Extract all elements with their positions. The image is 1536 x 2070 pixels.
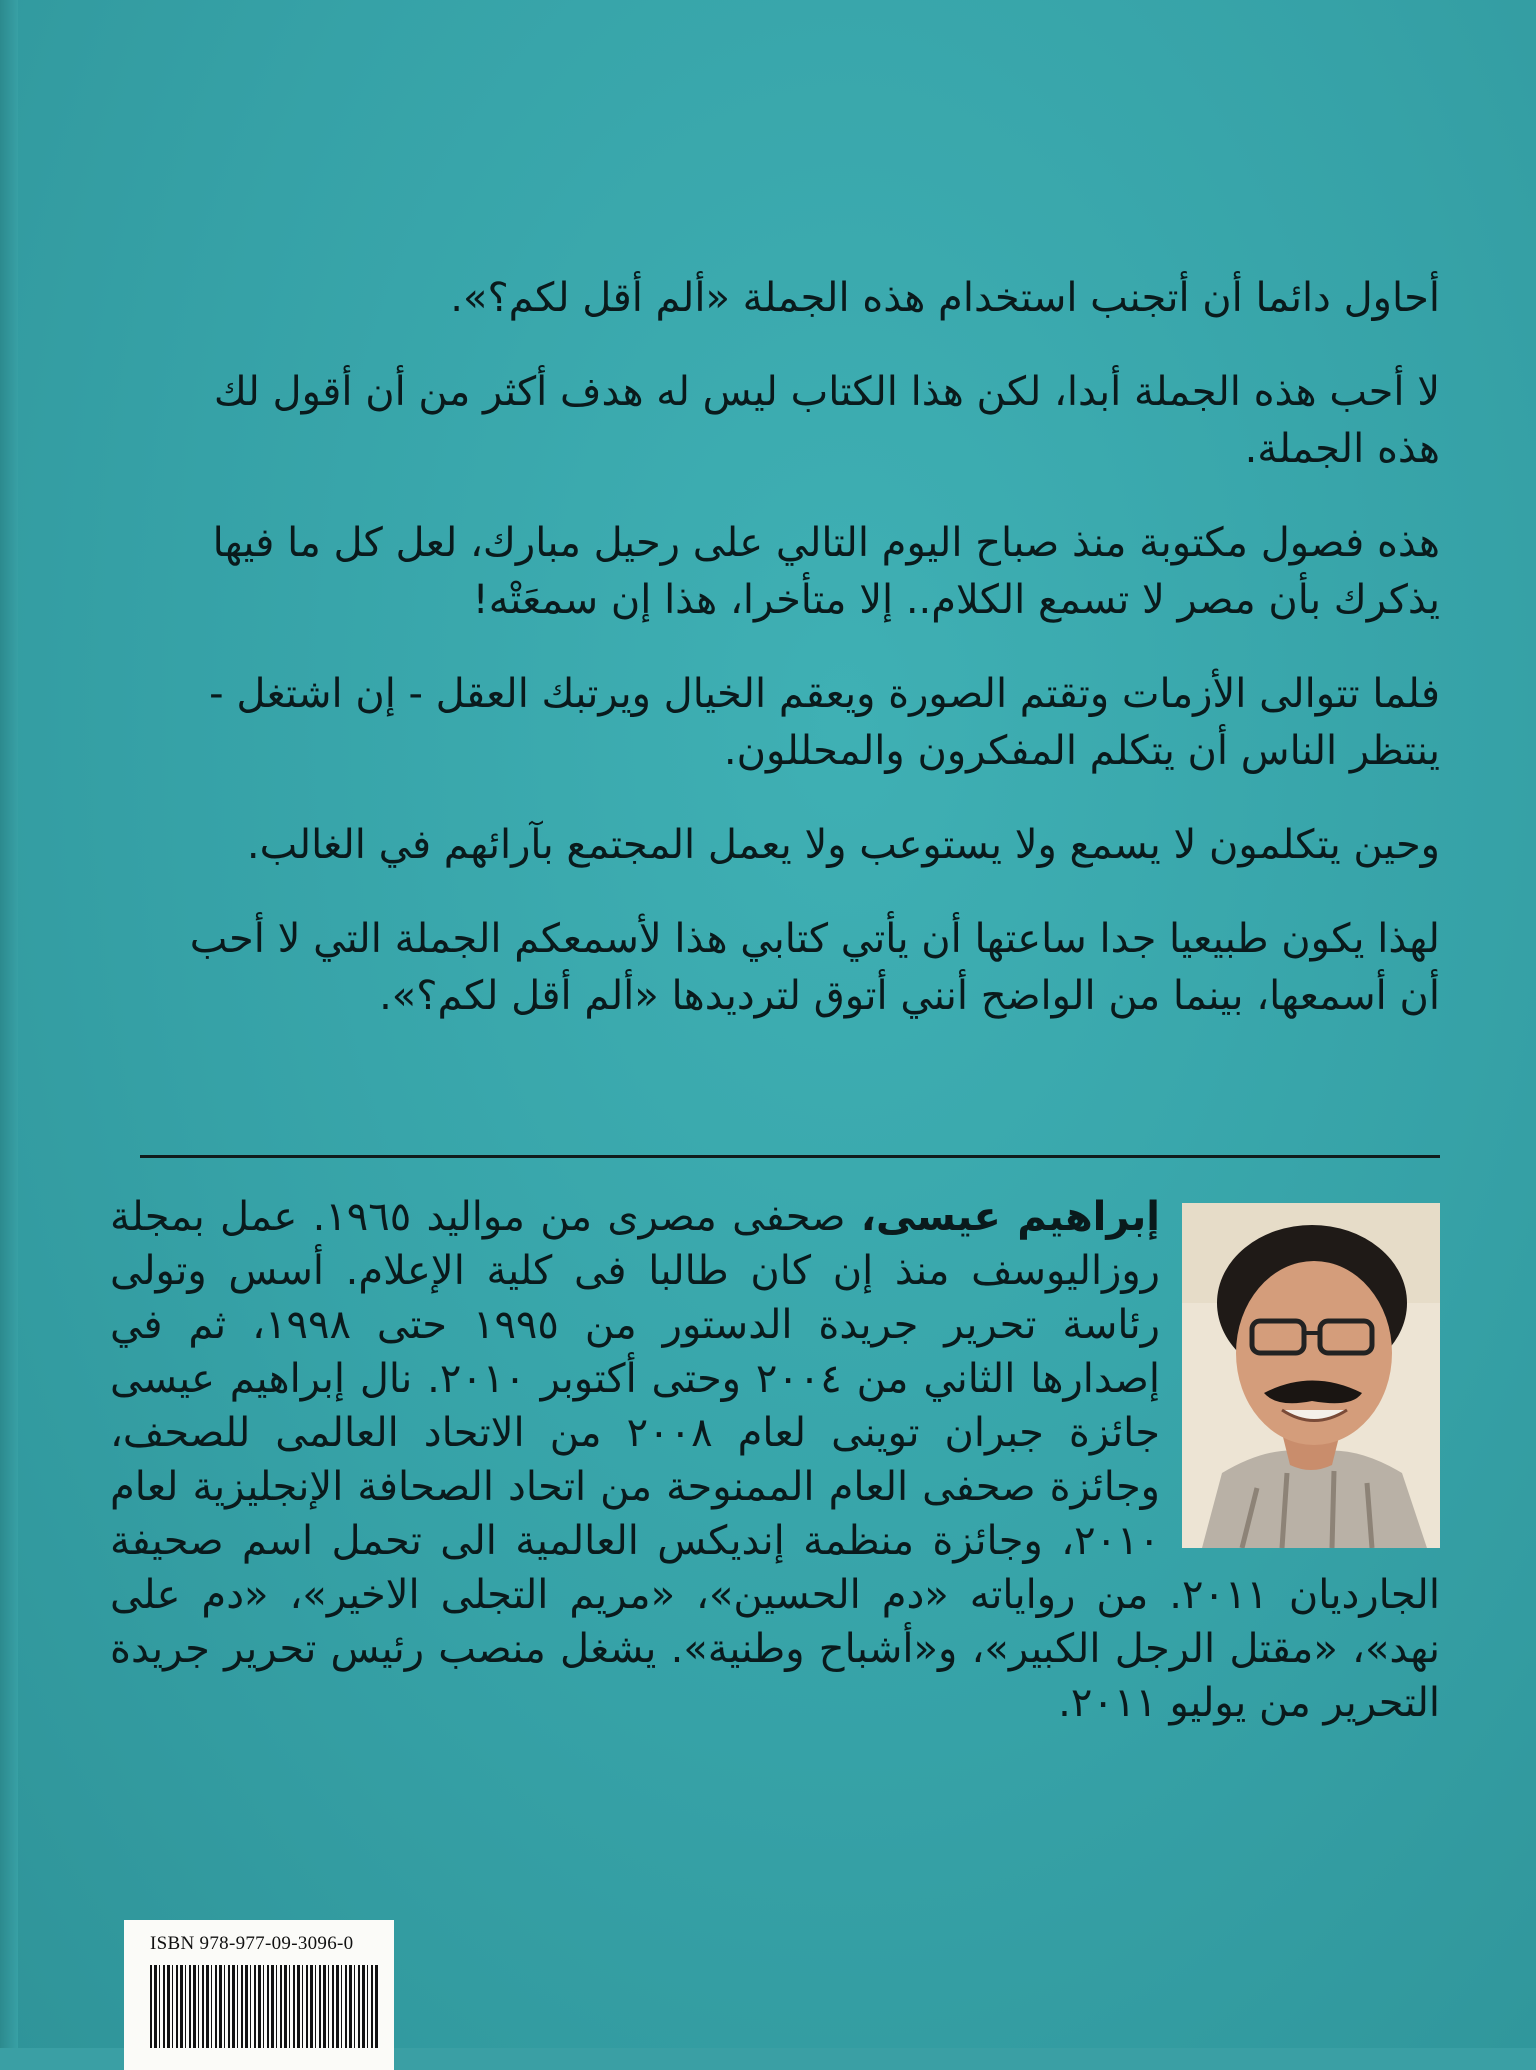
- blurb-paragraph: وحين يتكلمون لا يسمع ولا يستوعب ولا يعمل المجتمع بآرائهم في الغالب.: [246, 822, 1440, 868]
- blurb-text: [150, 270, 1440, 1062]
- blurb-paragraph: هذه فصول مكتوبة منذ صباح اليوم التالي على رحيل مبارك، لعل كل ما فيها يذكرك بأن مصر لا تسمع الكلام.. إلا متأخرا، هذا إن سمعَتْه!: [212, 520, 1440, 623]
- blurb-paragraph: أحاول دائما أن أتجنب استخدام هذه الجملة «ألم أقل لكم؟».: [450, 275, 1440, 321]
- section-divider: [140, 1155, 1440, 1158]
- author-bio: [110, 1190, 1440, 1730]
- book-spine-edge: [0, 0, 18, 2048]
- author-bio-text: صحفى مصرى من مواليد ١٩٦٥. عمل بمجلة روزاليوسف منذ إن كان طالبا فى كلية الإعلام. أسس وتولى رئاسة تحرير جريدة الدستور من ١٩٩٥ حتى ١٩٩٨، ثم في إصدارها الثاني من ٢٠٠٤ وحتى أكتوبر ٢٠١٠. نال إبراهيم عيسى جائزة جبران توينى لعام ٢٠٠٨ من الاتحاد العالمى للصحف، وجائزة صحفى العام الممنوحة من اتحاد الصحافة الإنجليزية لعام ٢٠١٠، وجائزة منظمة إنديكس العالمية الى تحمل اسم صحيفة الجارديان ٢٠١١. من رواياته «دم الحسين»، «مريم التجلى الاخير»، «دم على نهد»، «مقتل الرجل الكبير»، و«أشباح وطنية». يشغل منصب رئيس تحرير جريدة التحرير من يوليو ٢٠١١.: [110, 1194, 1440, 1726]
- blurb-paragraph: لا أحب هذه الجملة أبدا، لكن هذا الكتاب ليس له هدف أكثر من أن أقول لك هذه الجملة.: [213, 369, 1440, 472]
- author-name: إبراهيم عيسى،: [860, 1194, 1160, 1240]
- barcode: [150, 1965, 380, 2048]
- isbn-number: ISBN 978-977-09-3096-0: [150, 1933, 354, 1954]
- blurb-paragraph: فلما تتوالى الأزمات وتقتم الصورة ويعقم الخيال ويرتبك العقل - إن اشتغل - ينتظر الناس أن يتكلم المفكرون والمحللون.: [209, 671, 1440, 774]
- blurb-paragraph: لهذا يكون طبيعيا جدا ساعتها أن يأتي كتابي هذا لأسمعكم الجملة التي لا أحب أن أسمعها، بينما من الواضح أنني أتوق لترديدها «ألم أقل لكم؟».: [189, 916, 1440, 1019]
- author-photo: [1182, 1203, 1440, 1548]
